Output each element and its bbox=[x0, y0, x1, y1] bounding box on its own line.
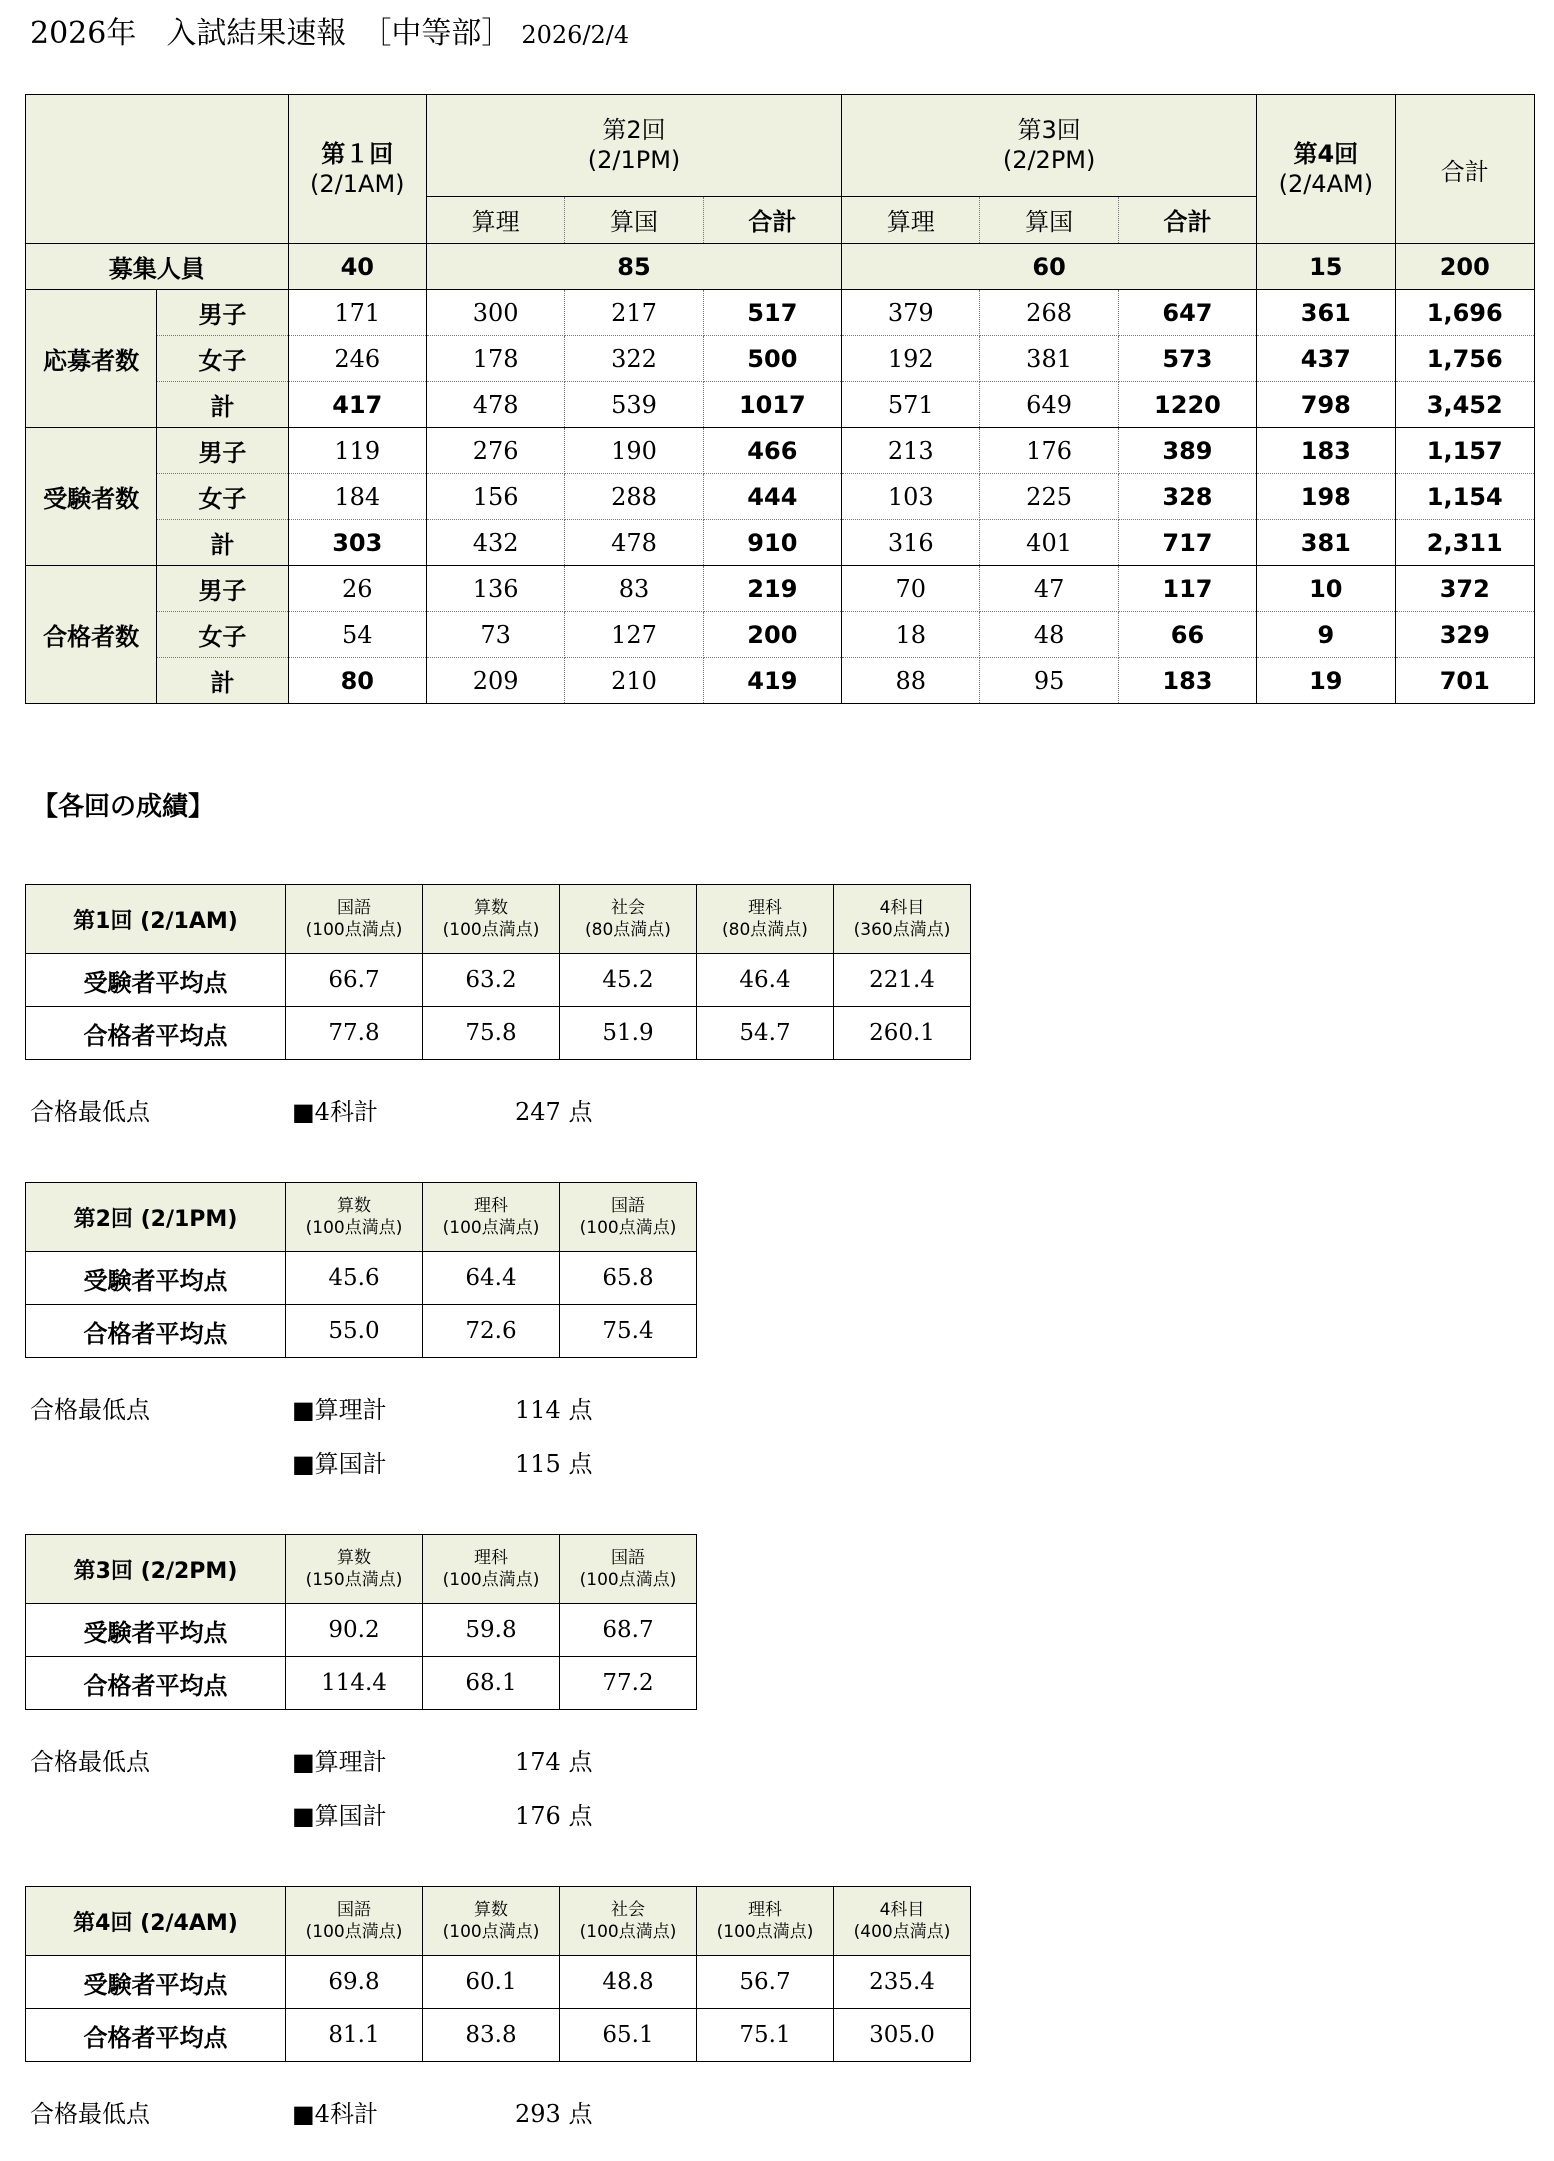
subject-header bbox=[423, 1887, 560, 1956]
score-row-label: 受験者平均点 bbox=[26, 1604, 286, 1657]
value-cell: 176 bbox=[980, 428, 1118, 474]
boshu-r3: 60 bbox=[842, 244, 1257, 290]
value-cell: 66 bbox=[1118, 612, 1256, 658]
subheader: 合計 bbox=[703, 196, 841, 243]
boshu-total: 200 bbox=[1395, 244, 1535, 290]
score-value: 90.2 bbox=[286, 1604, 423, 1657]
title-date: 2026/2/4 bbox=[521, 21, 630, 49]
value-cell: 649 bbox=[980, 382, 1118, 428]
value-cell: 103 bbox=[842, 474, 980, 520]
header-total: 合計 bbox=[1395, 95, 1535, 244]
section-title: 【各回の成績】 bbox=[32, 792, 215, 822]
corner-cell bbox=[26, 95, 289, 244]
value-cell: 171 bbox=[288, 290, 426, 336]
value-cell: 127 bbox=[565, 612, 703, 658]
subject-max: (100点満点) bbox=[442, 920, 540, 940]
subject-header bbox=[560, 885, 697, 954]
group-label: 応募者数 bbox=[26, 290, 157, 428]
score-table bbox=[25, 884, 971, 1060]
score-value: 63.2 bbox=[423, 954, 560, 1007]
score-value: 45.6 bbox=[286, 1252, 423, 1305]
row-label: 計 bbox=[157, 382, 288, 428]
score-value: 59.8 bbox=[423, 1604, 560, 1657]
value-cell: 54 bbox=[288, 612, 426, 658]
value-cell: 213 bbox=[842, 428, 980, 474]
min-score-value: 115 点 bbox=[515, 1450, 593, 1478]
table-row bbox=[26, 474, 1535, 520]
value-cell: 184 bbox=[288, 474, 426, 520]
min-score-type: ■4科計 bbox=[292, 2100, 378, 2128]
score-row bbox=[26, 1657, 697, 1710]
group-label: 合格者数 bbox=[26, 566, 157, 704]
value-cell: 48 bbox=[980, 612, 1118, 658]
subject-max: (100点満点) bbox=[579, 1570, 677, 1590]
table-row bbox=[26, 612, 1535, 658]
value-cell: 200 bbox=[703, 612, 841, 658]
subject-name: 4科目 bbox=[879, 1900, 925, 1920]
value-cell: 183 bbox=[1118, 658, 1256, 704]
value-cell: 178 bbox=[426, 336, 564, 382]
min-score-type: ■算国計 bbox=[292, 1450, 387, 1478]
min-score-label: 合格最低点 bbox=[30, 1748, 150, 1776]
subject-max: (80点満点) bbox=[722, 920, 808, 940]
value-cell: 9 bbox=[1257, 612, 1395, 658]
table-row bbox=[26, 336, 1535, 382]
value-cell: 303 bbox=[288, 520, 426, 566]
subject-name: 国語 bbox=[337, 1900, 371, 1920]
score-value: 56.7 bbox=[697, 1956, 834, 2009]
subject-name: 算数 bbox=[337, 1196, 371, 1216]
boshu-label: 募集人員 bbox=[26, 244, 289, 290]
min-score-value: 174 点 bbox=[515, 1748, 593, 1776]
score-value: 75.8 bbox=[423, 1007, 560, 1060]
score-header-row bbox=[26, 1887, 971, 1956]
page-title bbox=[30, 8, 629, 52]
value-cell: 217 bbox=[565, 290, 703, 336]
subject-max: (100点満点) bbox=[305, 920, 403, 940]
value-cell: 1,157 bbox=[1395, 428, 1535, 474]
value-cell: 798 bbox=[1257, 382, 1395, 428]
score-header-row bbox=[26, 1183, 697, 1252]
min-score-value: 176 点 bbox=[515, 1802, 593, 1830]
row-label: 男子 bbox=[157, 566, 288, 612]
value-cell: 192 bbox=[842, 336, 980, 382]
subject-name: 理科 bbox=[748, 898, 782, 918]
value-cell: 18 bbox=[842, 612, 980, 658]
score-value: 55.0 bbox=[286, 1305, 423, 1358]
score-value: 69.8 bbox=[286, 1956, 423, 2009]
subject-max: (100点満点) bbox=[579, 1218, 677, 1238]
score-value: 45.2 bbox=[560, 954, 697, 1007]
score-table-name: 第4回 (2/4AM) bbox=[26, 1887, 286, 1956]
subject-header bbox=[834, 1887, 971, 1956]
title-main: 2026年 入試結果速報 ［中等部］ bbox=[30, 16, 512, 51]
row-label: 男子 bbox=[157, 290, 288, 336]
value-cell: 246 bbox=[288, 336, 426, 382]
score-row-label: 受験者平均点 bbox=[26, 1252, 286, 1305]
score-row-label: 合格者平均点 bbox=[26, 1007, 286, 1060]
value-cell: 70 bbox=[842, 566, 980, 612]
score-value: 65.1 bbox=[560, 2009, 697, 2062]
value-cell: 2,311 bbox=[1395, 520, 1535, 566]
score-value: 64.4 bbox=[423, 1252, 560, 1305]
value-cell: 379 bbox=[842, 290, 980, 336]
score-row-label: 受験者平均点 bbox=[26, 954, 286, 1007]
value-cell: 1,696 bbox=[1395, 290, 1535, 336]
subject-header bbox=[560, 1887, 697, 1956]
subject-name: 国語 bbox=[611, 1548, 645, 1568]
subject-header bbox=[286, 1887, 423, 1956]
score-row bbox=[26, 1956, 971, 2009]
score-table bbox=[25, 1886, 971, 2062]
score-value: 51.9 bbox=[560, 1007, 697, 1060]
subject-name: 算数 bbox=[337, 1548, 371, 1568]
subject-header bbox=[286, 885, 423, 954]
subject-header bbox=[697, 885, 834, 954]
min-score-type: ■算国計 bbox=[292, 1802, 387, 1830]
row-label: 男子 bbox=[157, 428, 288, 474]
boshu-r1: 40 bbox=[288, 244, 426, 290]
boshu-row bbox=[26, 244, 1535, 290]
score-row bbox=[26, 2009, 971, 2062]
header-row-1 bbox=[26, 95, 1535, 197]
value-cell: 300 bbox=[426, 290, 564, 336]
score-row-label: 合格者平均点 bbox=[26, 2009, 286, 2062]
score-row bbox=[26, 1252, 697, 1305]
value-cell: 517 bbox=[703, 290, 841, 336]
value-cell: 73 bbox=[426, 612, 564, 658]
score-row-label: 合格者平均点 bbox=[26, 1657, 286, 1710]
score-value: 72.6 bbox=[423, 1305, 560, 1358]
table-row bbox=[26, 382, 1535, 428]
value-cell: 466 bbox=[703, 428, 841, 474]
value-cell: 88 bbox=[842, 658, 980, 704]
subject-max: (100点満点) bbox=[442, 1570, 540, 1590]
value-cell: 83 bbox=[565, 566, 703, 612]
subheader: 算理 bbox=[842, 196, 980, 243]
subject-name: 理科 bbox=[474, 1548, 508, 1568]
score-value: 68.1 bbox=[423, 1657, 560, 1710]
score-value: 114.4 bbox=[286, 1657, 423, 1710]
score-table-name: 第3回 (2/2PM) bbox=[26, 1535, 286, 1604]
subheader: 算国 bbox=[980, 196, 1118, 243]
header-round4: 第4回 (2/4AM) bbox=[1257, 95, 1395, 244]
subheader: 算国 bbox=[565, 196, 703, 243]
value-cell: 209 bbox=[426, 658, 564, 704]
score-value: 75.4 bbox=[560, 1305, 697, 1358]
subject-max: (80点満点) bbox=[585, 920, 671, 940]
value-cell: 328 bbox=[1118, 474, 1256, 520]
value-cell: 478 bbox=[565, 520, 703, 566]
subject-header bbox=[286, 1535, 423, 1604]
value-cell: 47 bbox=[980, 566, 1118, 612]
table-row bbox=[26, 566, 1535, 612]
min-score-label: 合格最低点 bbox=[30, 1396, 150, 1424]
value-cell: 478 bbox=[426, 382, 564, 428]
score-value: 66.7 bbox=[286, 954, 423, 1007]
score-row bbox=[26, 954, 971, 1007]
score-value: 75.1 bbox=[697, 2009, 834, 2062]
subject-name: 理科 bbox=[748, 1900, 782, 1920]
score-value: 235.4 bbox=[834, 1956, 971, 2009]
score-table-name: 第2回 (2/1PM) bbox=[26, 1183, 286, 1252]
score-row-label: 受験者平均点 bbox=[26, 1956, 286, 2009]
value-cell: 210 bbox=[565, 658, 703, 704]
score-value: 81.1 bbox=[286, 2009, 423, 2062]
score-row-label: 合格者平均点 bbox=[26, 1305, 286, 1358]
table-row bbox=[26, 658, 1535, 704]
table-row bbox=[26, 290, 1535, 336]
subject-header bbox=[560, 1183, 697, 1252]
results-table bbox=[25, 94, 1535, 704]
score-value: 77.2 bbox=[560, 1657, 697, 1710]
value-cell: 3,452 bbox=[1395, 382, 1535, 428]
value-cell: 500 bbox=[703, 336, 841, 382]
header-round3: 第3回 (2/2PM) bbox=[842, 95, 1257, 197]
score-table bbox=[25, 1534, 697, 1710]
value-cell: 136 bbox=[426, 566, 564, 612]
min-score-value: 247 点 bbox=[515, 1098, 593, 1126]
subject-max: (150点満点) bbox=[305, 1570, 403, 1590]
min-score-type: ■算理計 bbox=[292, 1396, 387, 1424]
value-cell: 190 bbox=[565, 428, 703, 474]
row-label: 計 bbox=[157, 658, 288, 704]
value-cell: 322 bbox=[565, 336, 703, 382]
min-score-label: 合格最低点 bbox=[30, 2100, 150, 2128]
score-value: 83.8 bbox=[423, 2009, 560, 2062]
value-cell: 329 bbox=[1395, 612, 1535, 658]
header-round1: 第１回 (2/1AM) bbox=[288, 95, 426, 244]
value-cell: 573 bbox=[1118, 336, 1256, 382]
subject-name: 国語 bbox=[611, 1196, 645, 1216]
subheader: 合計 bbox=[1118, 196, 1256, 243]
subject-header bbox=[423, 885, 560, 954]
value-cell: 381 bbox=[1257, 520, 1395, 566]
value-cell: 571 bbox=[842, 382, 980, 428]
score-table bbox=[25, 1182, 697, 1358]
value-cell: 268 bbox=[980, 290, 1118, 336]
value-cell: 117 bbox=[1118, 566, 1256, 612]
value-cell: 95 bbox=[980, 658, 1118, 704]
value-cell: 183 bbox=[1257, 428, 1395, 474]
value-cell: 276 bbox=[426, 428, 564, 474]
subject-max: (360点満点) bbox=[853, 920, 951, 940]
score-value: 305.0 bbox=[834, 2009, 971, 2062]
value-cell: 26 bbox=[288, 566, 426, 612]
value-cell: 401 bbox=[980, 520, 1118, 566]
value-cell: 361 bbox=[1257, 290, 1395, 336]
value-cell: 1,154 bbox=[1395, 474, 1535, 520]
value-cell: 10 bbox=[1257, 566, 1395, 612]
subject-name: 社会 bbox=[611, 1900, 645, 1920]
score-header-row bbox=[26, 1535, 697, 1604]
value-cell: 1220 bbox=[1118, 382, 1256, 428]
score-value: 65.8 bbox=[560, 1252, 697, 1305]
score-value: 48.8 bbox=[560, 1956, 697, 2009]
subject-header bbox=[834, 885, 971, 954]
score-row bbox=[26, 1305, 697, 1358]
subject-header bbox=[286, 1183, 423, 1252]
score-row bbox=[26, 1007, 971, 1060]
value-cell: 381 bbox=[980, 336, 1118, 382]
subject-max: (100点満点) bbox=[579, 1922, 677, 1942]
value-cell: 717 bbox=[1118, 520, 1256, 566]
value-cell: 701 bbox=[1395, 658, 1535, 704]
min-score-label: 合格最低点 bbox=[30, 1098, 150, 1126]
score-header-row bbox=[26, 885, 971, 954]
group-label: 受験者数 bbox=[26, 428, 157, 566]
subject-header bbox=[697, 1887, 834, 1956]
value-cell: 119 bbox=[288, 428, 426, 474]
score-value: 54.7 bbox=[697, 1007, 834, 1060]
value-cell: 219 bbox=[703, 566, 841, 612]
value-cell: 19 bbox=[1257, 658, 1395, 704]
score-table-name: 第1回 (2/1AM) bbox=[26, 885, 286, 954]
table-row bbox=[26, 428, 1535, 474]
subject-name: 国語 bbox=[337, 898, 371, 918]
row-label: 女子 bbox=[157, 612, 288, 658]
subject-max: (400点満点) bbox=[853, 1922, 951, 1942]
value-cell: 1017 bbox=[703, 382, 841, 428]
row-label: 計 bbox=[157, 520, 288, 566]
value-cell: 432 bbox=[426, 520, 564, 566]
subject-name: 4科目 bbox=[879, 898, 925, 918]
row-label: 女子 bbox=[157, 474, 288, 520]
value-cell: 372 bbox=[1395, 566, 1535, 612]
value-cell: 910 bbox=[703, 520, 841, 566]
subject-header bbox=[423, 1183, 560, 1252]
value-cell: 198 bbox=[1257, 474, 1395, 520]
value-cell: 417 bbox=[288, 382, 426, 428]
value-cell: 444 bbox=[703, 474, 841, 520]
table-row bbox=[26, 520, 1535, 566]
row-label: 女子 bbox=[157, 336, 288, 382]
value-cell: 647 bbox=[1118, 290, 1256, 336]
subject-max: (100点満点) bbox=[305, 1218, 403, 1238]
subject-name: 算数 bbox=[474, 898, 508, 918]
subject-max: (100点満点) bbox=[442, 1922, 540, 1942]
value-cell: 1,756 bbox=[1395, 336, 1535, 382]
score-value: 46.4 bbox=[697, 954, 834, 1007]
subject-max: (100点満点) bbox=[305, 1922, 403, 1942]
value-cell: 80 bbox=[288, 658, 426, 704]
min-score-value: 293 点 bbox=[515, 2100, 593, 2128]
subject-name: 社会 bbox=[611, 898, 645, 918]
min-score-type: ■4科計 bbox=[292, 1098, 378, 1126]
value-cell: 316 bbox=[842, 520, 980, 566]
score-value: 260.1 bbox=[834, 1007, 971, 1060]
subject-name: 算数 bbox=[474, 1900, 508, 1920]
min-score-value: 114 点 bbox=[515, 1396, 593, 1424]
value-cell: 389 bbox=[1118, 428, 1256, 474]
value-cell: 288 bbox=[565, 474, 703, 520]
subheader: 算理 bbox=[426, 196, 564, 243]
min-score-type: ■算理計 bbox=[292, 1748, 387, 1776]
score-row bbox=[26, 1604, 697, 1657]
value-cell: 419 bbox=[703, 658, 841, 704]
subject-header bbox=[560, 1535, 697, 1604]
subject-max: (100点満点) bbox=[442, 1218, 540, 1238]
subject-name: 理科 bbox=[474, 1196, 508, 1216]
subject-header bbox=[423, 1535, 560, 1604]
score-value: 60.1 bbox=[423, 1956, 560, 2009]
subject-max: (100点満点) bbox=[716, 1922, 814, 1942]
boshu-r4: 15 bbox=[1257, 244, 1395, 290]
value-cell: 225 bbox=[980, 474, 1118, 520]
score-value: 68.7 bbox=[560, 1604, 697, 1657]
value-cell: 539 bbox=[565, 382, 703, 428]
value-cell: 156 bbox=[426, 474, 564, 520]
score-value: 77.8 bbox=[286, 1007, 423, 1060]
boshu-r2: 85 bbox=[426, 244, 841, 290]
value-cell: 437 bbox=[1257, 336, 1395, 382]
score-value: 221.4 bbox=[834, 954, 971, 1007]
header-round2: 第2回 (2/1PM) bbox=[426, 95, 841, 197]
